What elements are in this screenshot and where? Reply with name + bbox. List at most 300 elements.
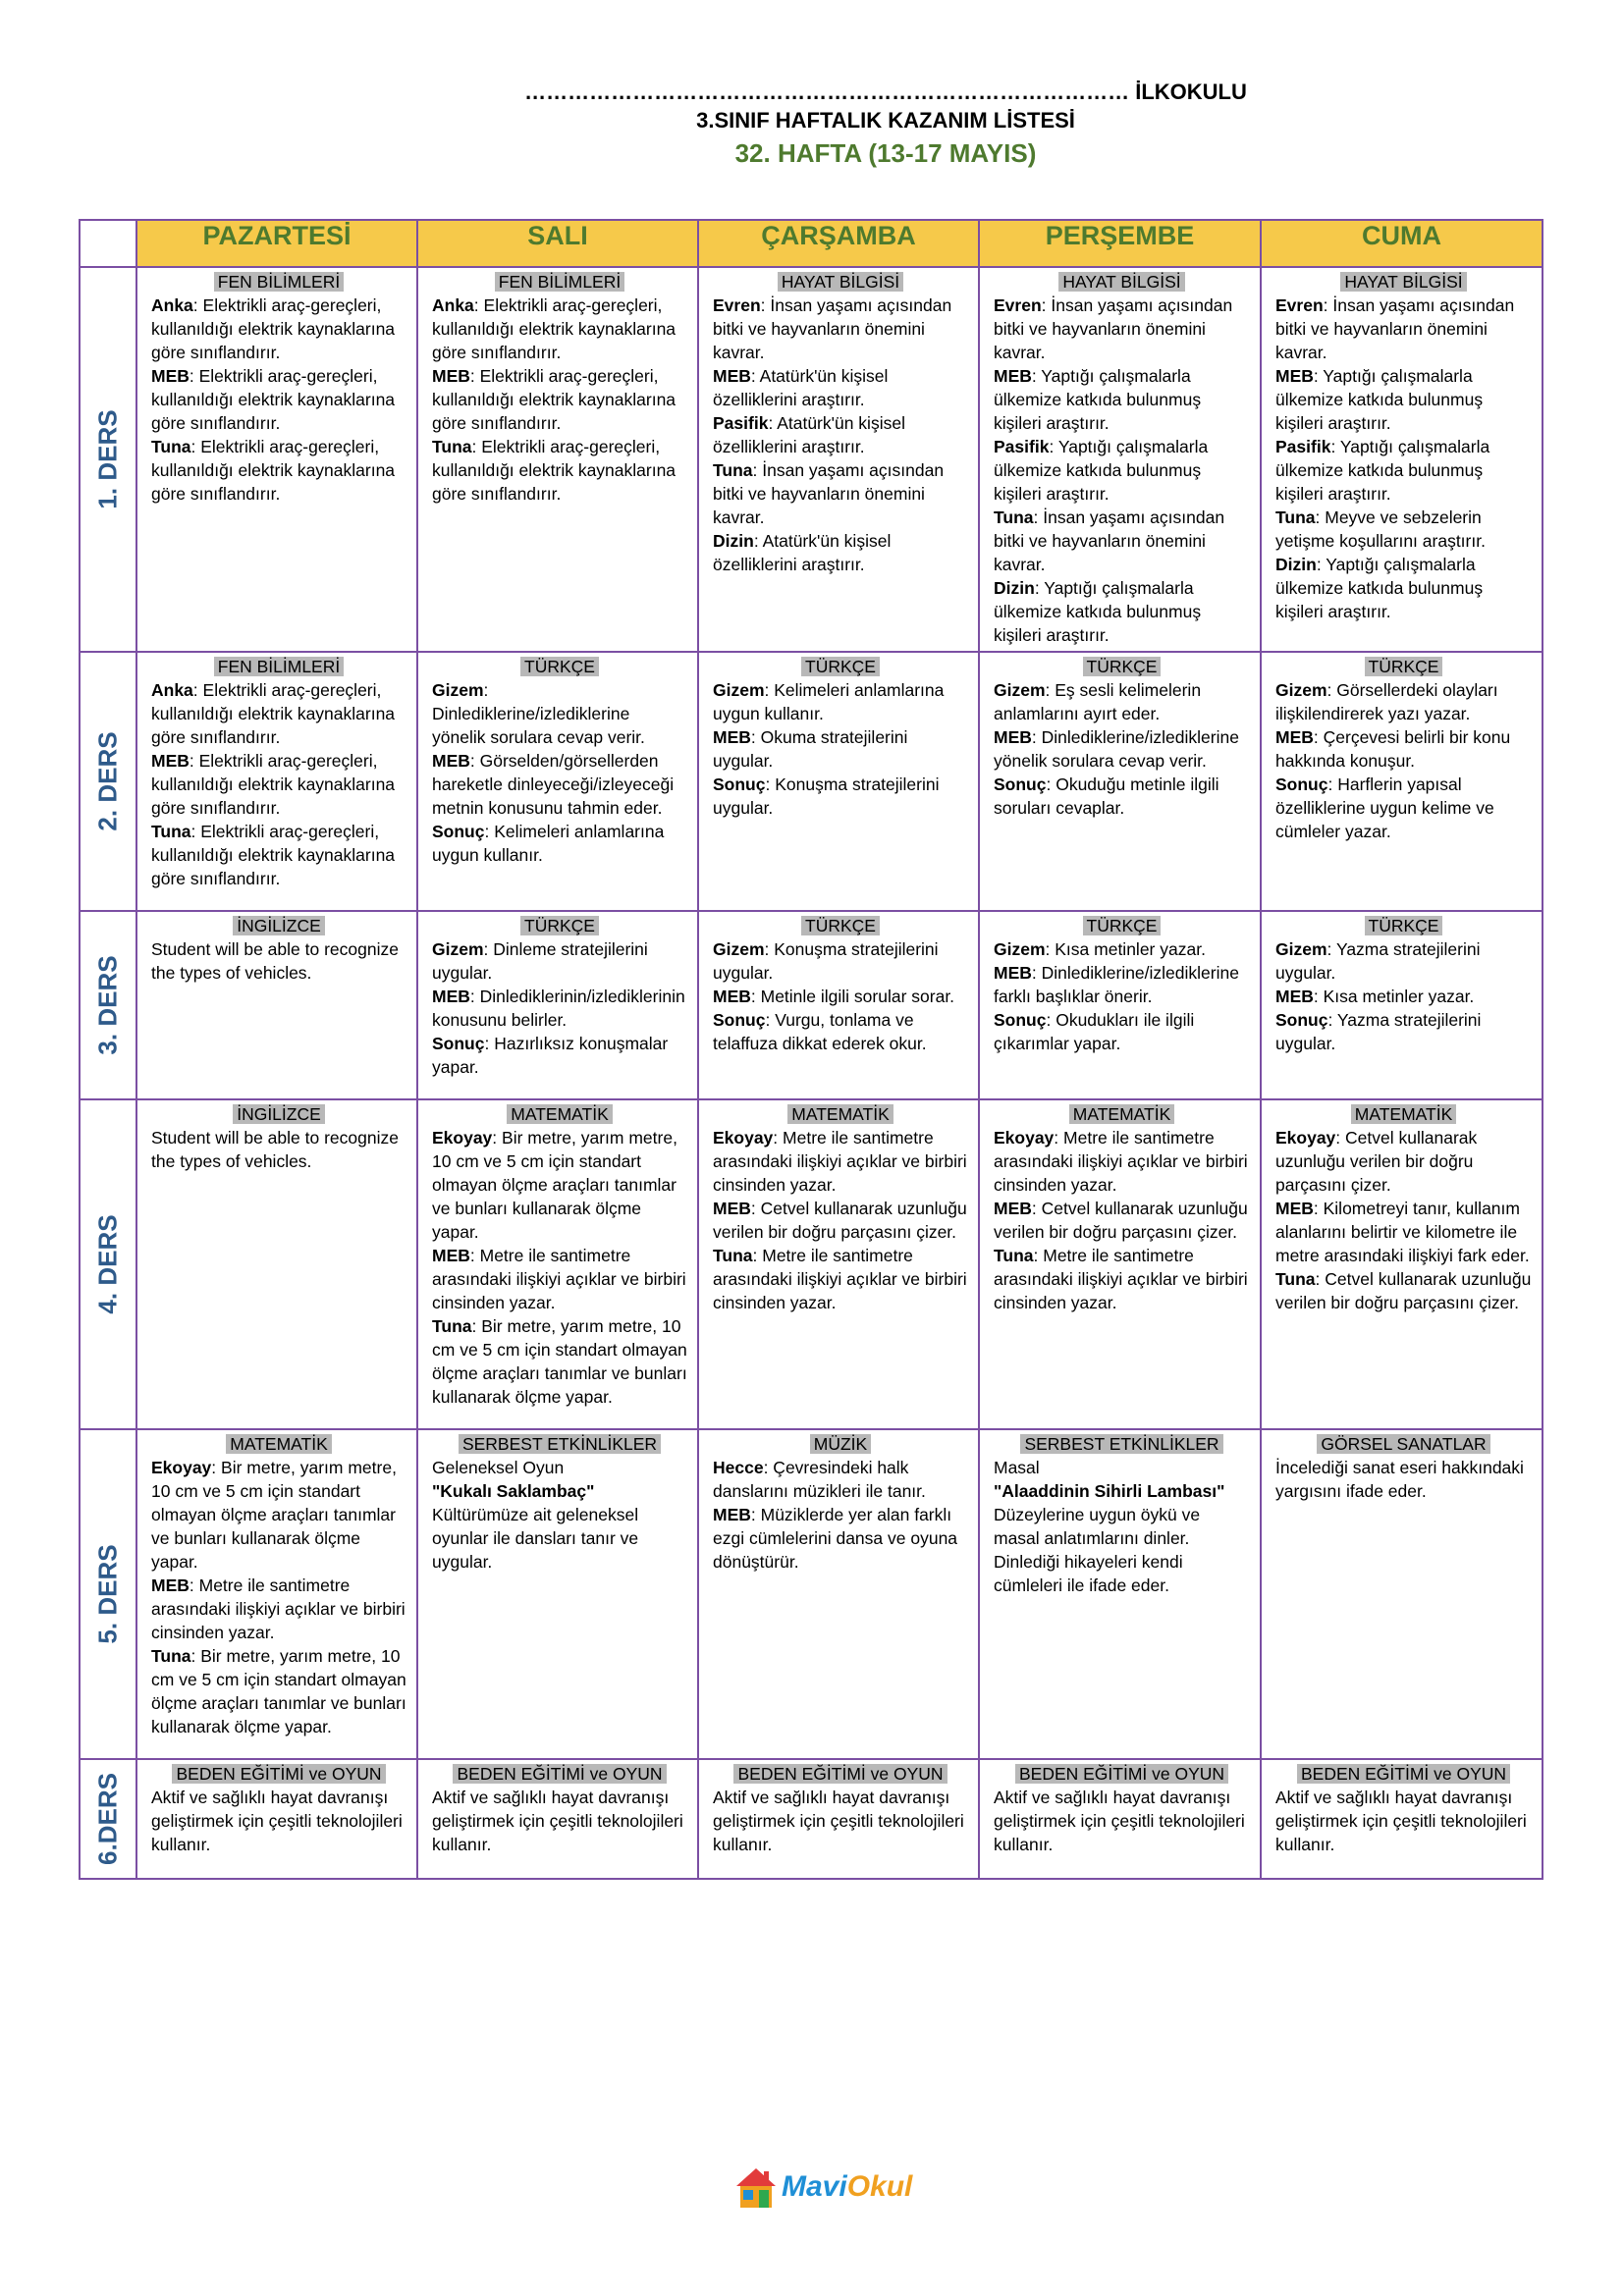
objective-entry — [994, 937, 1250, 961]
subject-heading — [1275, 1432, 1532, 1456]
objective-text: : Bir metre, yarım metre, 10 cm ve 5 cm için standart olmayan ölçme araçları tanımlar ve bunları kullanarak ölçme yapar. — [432, 1128, 677, 1242]
lesson-label: 3. DERS — [92, 955, 123, 1055]
subject-label: FEN BİLİMLERİ — [214, 272, 344, 292]
subject-label: SERBEST ETKİNLİKLER — [459, 1434, 661, 1454]
objective-text: : Metre ile santimetre arasındaki ilişkiyi açıklar ve birbiri cinsinden yazar. — [432, 1246, 686, 1312]
activity-line: Dinlediği hikayeleri kendi cümleleri ile ifade eder. — [994, 1552, 1183, 1595]
objective-entry — [1275, 1008, 1532, 1055]
publisher-name: MEB — [713, 727, 751, 747]
subject-label: TÜRKÇE — [1365, 916, 1443, 935]
objective-entry — [1275, 364, 1532, 435]
schedule-cell-monday — [136, 911, 417, 1099]
subject-label: BEDEN EĞİTİMİ ve OYUN — [1015, 1764, 1228, 1784]
publisher-name: MEB — [713, 366, 751, 386]
objective-entry — [994, 961, 1250, 1008]
objective-text: : Elektrikli araç-gereçleri, kullanıldığı elektrik kaynaklarına göre sınıflandırır. — [151, 822, 396, 888]
subject-heading — [994, 914, 1250, 937]
objective-entry — [432, 937, 687, 985]
objective-text: : Elektrikli araç-gereçleri, kullanıldığı elektrik kaynaklarına göre sınıflandırır. — [151, 680, 396, 747]
logo-text-part1: Mavi — [782, 2170, 847, 2203]
lesson-row — [80, 652, 1543, 911]
schedule-cell-friday — [1261, 267, 1543, 652]
objective-text: : Görselden/görsellerden hareketle dinleyeceği/izleyeceği metnin konusunu tahmin eder. — [432, 751, 675, 818]
objective-text: : Çerçevesi belirli bir konu hakkında konuşur. — [1275, 727, 1511, 771]
objective-text: : Hazırlıksız konuşmalar yapar. — [432, 1034, 669, 1077]
subject-heading — [713, 1102, 968, 1126]
mavi-okul-logo — [734, 2163, 913, 2217]
publisher-name: MEB — [432, 987, 470, 1006]
objective-text: : Görsellerdeki olayları ilişkilendirerek yazı yazar. — [1275, 680, 1498, 723]
objective-entry — [432, 820, 687, 867]
objective-entry — [151, 749, 406, 820]
objective-entry — [151, 1644, 406, 1738]
objective-text: : İnsan yaşamı açısından bitki ve hayvanların önemini kavrar. — [713, 460, 945, 527]
publisher-name: Anka — [151, 295, 193, 315]
objective-entry — [1275, 678, 1532, 725]
objective-entry — [151, 364, 406, 435]
objective-text: : Kelimeleri anlamlarına uygun kullanır. — [432, 822, 665, 865]
schedule-cell-thursday — [979, 267, 1261, 652]
activity-line: Düzeylerine uygun öykü ve masal anlatımlarını dinler. — [994, 1505, 1201, 1548]
objective-entry — [713, 294, 968, 364]
publisher-name: Sonuç — [1275, 1010, 1328, 1030]
objective-text: : Elektrikli araç-gereçleri, kullanıldığı elektrik kaynaklarına göre sınıflandırır. — [151, 751, 396, 818]
publisher-name: Ekoyay — [1275, 1128, 1336, 1148]
objective-entry — [151, 1456, 406, 1574]
activity-line: İncelediği sanat eseri hakkındaki yargısını ifade eder. — [1275, 1458, 1524, 1501]
subject-label: HAYAT BİLGİSİ — [1058, 272, 1184, 292]
objective-entry — [432, 1244, 687, 1314]
publisher-name: Sonuç — [432, 1034, 485, 1053]
publisher-name: Sonuç — [1275, 774, 1328, 794]
objective-entry — [1275, 985, 1532, 1008]
objective-text: : Dinlediklerine/izlediklerine yönelik sorulara cevap verir. — [432, 680, 645, 747]
publisher-name: Pasifik — [713, 413, 769, 433]
objective-entry — [994, 576, 1250, 647]
objective-text: : Metre ile santimetre arasındaki ilişkiyi açıklar ve birbiri cinsinden yazar. — [713, 1246, 967, 1312]
objective-text: : Elektrikli araç-gereçleri, kullanıldığı elektrik kaynaklarına göre sınıflandırır. — [432, 437, 677, 504]
subject-label: SERBEST ETKİNLİKLER — [1020, 1434, 1222, 1454]
objective-text: : Dinlediklerinin/izlediklerinin konusunu belirler. — [432, 987, 685, 1030]
weekly-schedule-table — [79, 219, 1543, 1880]
objective-text: : Cetvel kullanarak uzunluğu verilen bir doğru parçasını çizer. — [1275, 1128, 1478, 1195]
objective-text: : Metre ile santimetre arasındaki ilişkiyi açıklar ve birbiri cinsinden yazar. — [713, 1128, 967, 1195]
publisher-name: Gizem — [713, 939, 765, 959]
subject-label: MATEMATİK — [787, 1104, 893, 1124]
objective-entry — [1275, 1267, 1532, 1314]
objective-text: : Atatürk'ün kişisel özelliklerini araştırır. — [713, 413, 905, 456]
publisher-name: Tuna — [432, 1316, 472, 1336]
objective-entry — [713, 937, 968, 985]
objective-entry — [432, 1314, 687, 1409]
objective-text: : Yazma stratejilerini uygular. — [1275, 939, 1481, 983]
objective-entry — [432, 435, 687, 506]
objective-text: : Okudukları ile ilgili çıkarımlar yapar. — [994, 1010, 1195, 1053]
subject-heading — [432, 270, 687, 294]
objective-text: : Harflerin yapısal özelliklerine uygun kelime ve cümleler yazar. — [1275, 774, 1494, 841]
subject-heading — [1275, 1102, 1532, 1126]
subject-heading — [151, 1432, 406, 1456]
publisher-name: Dizin — [1275, 555, 1317, 574]
lesson-label: 4. DERS — [92, 1214, 123, 1314]
objective-text: : Metre ile santimetre arasındaki ilişkiyi açıklar ve birbiri cinsinden yazar. — [994, 1246, 1248, 1312]
objective-entry — [1275, 725, 1532, 773]
objective-text: : Çevresindeki halk danslarını müzikleri ile tanır. — [713, 1458, 926, 1501]
schedule-cell-thursday — [979, 911, 1261, 1099]
objective-entry — [994, 725, 1250, 773]
lesson-label-cell — [80, 1759, 136, 1879]
objective-entry — [151, 678, 406, 749]
objective-text: : Vurgu, tonlama ve telaffuza dikkat ederek okur. — [713, 1010, 927, 1053]
objective-entry — [151, 820, 406, 890]
subject-label: MÜZİK — [810, 1434, 871, 1454]
objective-entry — [432, 678, 687, 749]
objective-entry — [994, 773, 1250, 820]
subject-heading — [713, 1762, 968, 1786]
publisher-name: Tuna — [713, 1246, 753, 1265]
objective-entry — [1275, 1126, 1532, 1197]
objective-entry — [432, 364, 687, 435]
objective-text: : Dinlediklerine/izlediklerine farklı başlıklar önerir. — [994, 963, 1239, 1006]
subject-label: İNGİLİZCE — [233, 916, 325, 935]
objective-text: : Konuşma stratejilerini uygular. — [713, 939, 939, 983]
subject-heading — [1275, 270, 1532, 294]
objective-entry — [432, 749, 687, 820]
lesson-label: 5. DERS — [92, 1544, 123, 1644]
publisher-name: Gizem — [1275, 680, 1327, 700]
publisher-name: Evren — [1275, 295, 1324, 315]
publisher-name: Tuna — [1275, 507, 1316, 527]
objective-text: : Bir metre, yarım metre, 10 cm ve 5 cm için standart olmayan ölçme araçları tanımlar ve bunları kullanarak ölçme yapar. — [151, 1458, 397, 1572]
schedule-cell-monday — [136, 267, 417, 652]
schedule-cell-tuesday — [417, 1759, 698, 1879]
lesson-row — [80, 267, 1543, 652]
objective-text: : İnsan yaşamı açısından bitki ve hayvanların önemini kavrar. — [994, 507, 1225, 574]
objective-entry — [151, 937, 406, 985]
objective-text: : Kısa metinler yazar. — [1045, 939, 1206, 959]
schedule-cell-thursday — [979, 1429, 1261, 1759]
subject-heading — [432, 1432, 687, 1456]
publisher-name: Evren — [713, 295, 761, 315]
publisher-name: Sonuç — [994, 774, 1047, 794]
objective-entry — [1275, 553, 1532, 623]
subject-heading — [432, 655, 687, 678]
objective-text: : Yaptığı çalışmalarla ülkemize katkıda bulunmuş kişileri araştırır. — [994, 366, 1202, 433]
objective-text: : İnsan yaşamı açısından bitki ve hayvanların önemini kavrar. — [1275, 295, 1515, 362]
objective-text: : Bir metre, yarım metre, 10 cm ve 5 cm için standart olmayan ölçme araçları tanımlar ve bunları kullanarak ölçme yapar. — [151, 1646, 406, 1736]
subject-label: TÜRKÇE — [801, 916, 880, 935]
objective-text: : Cetvel kullanarak uzunluğu verilen bir doğru parçasını çizer. — [994, 1199, 1248, 1242]
objective-entry — [994, 1126, 1250, 1197]
objective-text: : Eş sesli kelimelerin anlamlarını ayırt eder. — [994, 680, 1202, 723]
publisher-name: Tuna — [151, 822, 191, 841]
schedule-cell-tuesday — [417, 911, 698, 1099]
objective-text: Student will be able to recognize the types of vehicles. — [151, 939, 399, 983]
schedule-cell-wednesday — [698, 1759, 979, 1879]
lesson-row — [80, 911, 1543, 1099]
publisher-name: MEB — [713, 1505, 751, 1524]
day-header-row — [80, 220, 1543, 267]
publisher-name: Evren — [994, 295, 1042, 315]
schedule-cell-wednesday — [698, 267, 979, 652]
objective-text: : Dinlediklerine/izlediklerine yönelik sorulara cevap verir. — [994, 727, 1239, 771]
subject-heading — [1275, 914, 1532, 937]
subject-heading — [713, 914, 968, 937]
publisher-name: Gizem — [994, 939, 1046, 959]
objective-entry — [994, 1197, 1250, 1244]
lesson-row — [80, 1429, 1543, 1759]
objective-text: : Dinleme stratejilerini uygular. — [432, 939, 648, 983]
objective-text: : Müziklerde yer alan farklı ezgi cümlelerini dansa ve oyuna dönüştürür. — [713, 1505, 958, 1572]
objective-entry — [1275, 1197, 1532, 1267]
day-header-thursday: PERŞEMBE — [979, 220, 1261, 267]
publisher-name: Sonuç — [994, 1010, 1047, 1030]
objective-text: : İnsan yaşamı açısından bitki ve hayvanların önemini kavrar. — [994, 295, 1233, 362]
objective-entry — [713, 458, 968, 529]
publisher-name: MEB — [994, 963, 1032, 983]
objective-entry — [151, 294, 406, 364]
publisher-name: Tuna — [994, 507, 1034, 527]
objective-text: : Kelimeleri anlamlarına uygun kullanır. — [713, 680, 945, 723]
lesson-row — [80, 1099, 1543, 1429]
objective-text: : Cetvel kullanarak uzunluğu verilen bir doğru parçasını çizer. — [1275, 1269, 1532, 1312]
publisher-name: MEB — [713, 1199, 751, 1218]
objective-entry — [713, 773, 968, 820]
page-header — [0, 79, 1624, 171]
subject-label: FEN BİLİMLERİ — [495, 272, 624, 292]
day-header-monday: PAZARTESİ — [136, 220, 417, 267]
week-title: 32. HAFTA (13-17 MAYIS) — [734, 138, 1037, 168]
objective-text: : Yaptığı çalışmalarla ülkemize katkıda bulunmuş kişileri araştırır. — [1275, 366, 1484, 433]
objective-text: : Yazma stratejilerini uygular. — [1275, 1010, 1482, 1053]
objective-entry — [994, 364, 1250, 435]
objective-entry — [1275, 506, 1532, 553]
subject-label: TÜRKÇE — [801, 657, 880, 676]
schedule-cell-friday — [1261, 652, 1543, 911]
subject-heading — [1275, 655, 1532, 678]
objective-entry — [713, 529, 968, 576]
day-header-wednesday: ÇARŞAMBA — [698, 220, 979, 267]
publisher-name: Sonuç — [432, 822, 485, 841]
subject-label: TÜRKÇE — [1365, 657, 1443, 676]
objective-text: : Kilometreyi tanır, kullanım alanlarını belirtir ve kilometre ile metre arasındaki ilişkiyi fark eder. — [1275, 1199, 1530, 1265]
objective-text: : Atatürk'ün kişisel özelliklerini araştırır. — [713, 366, 889, 409]
objective-entry — [151, 435, 406, 506]
subject-heading — [713, 270, 968, 294]
subject-label: FEN BİLİMLERİ — [214, 657, 344, 676]
publisher-name: Sonuç — [713, 1010, 766, 1030]
objective-entry — [994, 294, 1250, 364]
schedule-cell-wednesday — [698, 1429, 979, 1759]
objective-entry — [713, 1244, 968, 1314]
publisher-name: Tuna — [151, 1646, 191, 1666]
schedule-cell-thursday — [979, 1099, 1261, 1429]
objective-text: : Metinle ilgili sorular sorar. — [750, 987, 955, 1006]
publisher-name: Gizem — [432, 939, 484, 959]
publisher-name: MEB — [432, 1246, 470, 1265]
publisher-name: Gizem — [713, 680, 765, 700]
objective-entry — [994, 678, 1250, 725]
objective-entry — [994, 1244, 1250, 1314]
publisher-name: Tuna — [151, 437, 191, 456]
objective-entry — [713, 678, 968, 725]
logo-text-part2: Okul — [846, 2170, 913, 2203]
day-header-friday: CUMA — [1261, 220, 1543, 267]
objective-entry — [1275, 773, 1532, 843]
schedule-cell-friday — [1261, 1099, 1543, 1429]
schedule-cell-thursday — [979, 652, 1261, 911]
publisher-name: Pasifik — [1275, 437, 1331, 456]
objective-entry — [432, 294, 687, 364]
publisher-name: Gizem — [994, 680, 1046, 700]
subject-label: TÜRKÇE — [1083, 657, 1162, 676]
objective-text: : Elektrikli araç-gereçleri, kullanıldığı elektrik kaynaklarına göre sınıflandırır. — [151, 437, 396, 504]
subject-heading — [994, 270, 1250, 294]
document-title: 3.SINIF HAFTALIK KAZANIM LİSTESİ — [696, 108, 1075, 133]
objective-text: : Metre ile santimetre arasındaki ilişkiyi açıklar ve birbiri cinsinden yazar. — [151, 1575, 406, 1642]
publisher-name: MEB — [151, 366, 189, 386]
publisher-name: Dizin — [713, 531, 754, 551]
publisher-name: MEB — [432, 366, 470, 386]
publisher-name: MEB — [994, 1199, 1032, 1218]
subject-heading — [151, 1762, 406, 1786]
publisher-name: Hecce — [713, 1458, 764, 1477]
objective-entry — [713, 1503, 968, 1574]
objective-entry — [1275, 294, 1532, 364]
objective-text: : Okuduğu metinle ilgili soruları cevaplar. — [994, 774, 1219, 818]
day-header-tuesday: SALI — [417, 220, 698, 267]
lesson-label: 1. DERS — [92, 409, 123, 509]
objective-text: : Bir metre, yarım metre, 10 cm ve 5 cm için standart olmayan ölçme araçları tanımlar ve bunları kullanarak ölçme yapar. — [432, 1316, 687, 1407]
subject-label: HAYAT BİLGİSİ — [778, 272, 903, 292]
school-name: ………………………………………………………………………… İLKOKULU — [524, 80, 1247, 104]
activity-line: "Kukalı Saklambaç" — [432, 1481, 595, 1501]
objective-entry — [713, 1008, 968, 1055]
activity-line: Aktif ve sağlıklı hayat davranışı geliştirmek için çeşitli teknolojileri kullanır. — [994, 1788, 1245, 1854]
objective-entry — [713, 725, 968, 773]
objective-text: : Yaptığı çalışmalarla ülkemize katkıda bulunmuş kişileri araştırır. — [994, 578, 1202, 645]
objective-entry — [151, 1126, 406, 1173]
schedule-cell-friday — [1261, 911, 1543, 1099]
publisher-name: Pasifik — [994, 437, 1050, 456]
activity-line: Aktif ve sağlıklı hayat davranışı geliştirmek için çeşitli teknolojileri kullanır. — [713, 1788, 964, 1854]
schedule-cell-wednesday — [698, 652, 979, 911]
objective-text: : Yaptığı çalışmalarla ülkemize katkıda bulunmuş kişileri araştırır. — [1275, 437, 1490, 504]
schedule-cell-tuesday — [417, 1099, 698, 1429]
publisher-name: MEB — [994, 366, 1032, 386]
subject-heading — [994, 1762, 1250, 1786]
objective-text: : Okuma stratejilerini uygular. — [713, 727, 908, 771]
subject-heading — [151, 914, 406, 937]
subject-label: MATEMATİK — [507, 1104, 613, 1124]
lesson-label-cell — [80, 911, 136, 1099]
subject-label: MATEMATİK — [1351, 1104, 1457, 1124]
lesson-row — [80, 1759, 1543, 1879]
publisher-name: Anka — [432, 295, 474, 315]
subject-label: MATEMATİK — [226, 1434, 332, 1454]
subject-heading — [994, 1102, 1250, 1126]
objective-text: Student will be able to recognize the types of vehicles. — [151, 1128, 399, 1171]
publisher-name: MEB — [432, 751, 470, 771]
objective-entry — [713, 985, 968, 1008]
lesson-label-cell — [80, 267, 136, 652]
objective-entry — [1275, 435, 1532, 506]
activity-line: Aktif ve sağlıklı hayat davranışı geliştirmek için çeşitli teknolojileri kullanır. — [151, 1788, 403, 1854]
subject-label: TÜRKÇE — [520, 657, 599, 676]
subject-label: HAYAT BİLGİSİ — [1340, 272, 1466, 292]
schedule-cell-tuesday — [417, 1429, 698, 1759]
publisher-name: MEB — [713, 987, 751, 1006]
subject-label: BEDEN EĞİTİMİ ve OYUN — [733, 1764, 947, 1784]
objective-entry — [994, 1008, 1250, 1055]
publisher-name: Tuna — [994, 1246, 1034, 1265]
objective-text: : Yaptığı çalışmalarla ülkemize katkıda bulunmuş kişileri araştırır. — [1275, 555, 1484, 621]
objective-entry — [994, 435, 1250, 506]
publisher-name: Anka — [151, 680, 193, 700]
objective-entry — [432, 985, 687, 1032]
subject-label: İNGİLİZCE — [233, 1104, 325, 1124]
schedule-cell-friday — [1261, 1429, 1543, 1759]
activity-line: "Alaaddinin Sihirli Lambası" — [994, 1481, 1225, 1501]
subject-label: BEDEN EĞİTİMİ ve OYUN — [1297, 1764, 1510, 1784]
objective-entry — [994, 506, 1250, 576]
schedule-cell-friday — [1261, 1759, 1543, 1879]
schedule-cell-wednesday — [698, 911, 979, 1099]
objective-entry — [713, 364, 968, 411]
objective-text: : Atatürk'ün kişisel özelliklerini araştırır. — [713, 531, 892, 574]
schedule-cell-monday — [136, 1429, 417, 1759]
objective-text: : Kısa metinler yazar. — [1313, 987, 1475, 1006]
subject-heading — [432, 914, 687, 937]
subject-heading — [994, 1432, 1250, 1456]
subject-heading — [713, 1432, 968, 1456]
objective-entry — [432, 1126, 687, 1244]
publisher-name: Gizem — [1275, 939, 1327, 959]
lesson-label-cell — [80, 1099, 136, 1429]
publisher-name: Ekoyay — [151, 1458, 212, 1477]
publisher-name: Ekoyay — [713, 1128, 774, 1148]
subject-heading — [1275, 1762, 1532, 1786]
publisher-name: Dizin — [994, 578, 1035, 598]
activity-line: Aktif ve sağlıklı hayat davranışı geliştirmek için çeşitli teknolojileri kullanır. — [432, 1788, 683, 1854]
subject-heading — [432, 1102, 687, 1126]
lesson-label-cell — [80, 1429, 136, 1759]
schedule-cell-wednesday — [698, 1099, 979, 1429]
objective-text: : Konuşma stratejilerini uygular. — [713, 774, 940, 818]
publisher-name: MEB — [994, 727, 1032, 747]
schedule-cell-monday — [136, 1099, 417, 1429]
objective-entry — [713, 1126, 968, 1197]
objective-text: : Cetvel kullanarak uzunluğu verilen bir doğru parçasını çizer. — [713, 1199, 967, 1242]
schedule-cell-monday — [136, 652, 417, 911]
publisher-name: Tuna — [432, 437, 472, 456]
activity-line: Masal — [994, 1458, 1040, 1477]
objective-entry — [713, 411, 968, 458]
subject-heading — [432, 1762, 687, 1786]
publisher-name: MEB — [1275, 727, 1314, 747]
activity-line: Aktif ve sağlıklı hayat davranışı geliştirmek için çeşitli teknolojileri kullanır. — [1275, 1788, 1527, 1854]
objective-text: : Elektrikli araç-gereçleri, kullanıldığı elektrik kaynaklarına göre sınıflandırır. — [432, 295, 677, 362]
publisher-name: Gizem — [432, 680, 484, 700]
logo-text — [782, 2170, 912, 2204]
publisher-name: Sonuç — [713, 774, 766, 794]
objective-text: : Elektrikli araç-gereçleri, kullanıldığı elektrik kaynaklarına göre sınıflandırır. — [432, 366, 677, 433]
lesson-label: 6.DERS — [92, 1773, 123, 1865]
objective-entry — [1275, 937, 1532, 985]
publisher-name: MEB — [151, 1575, 189, 1595]
objective-entry — [432, 1032, 687, 1079]
publisher-name: MEB — [151, 751, 189, 771]
